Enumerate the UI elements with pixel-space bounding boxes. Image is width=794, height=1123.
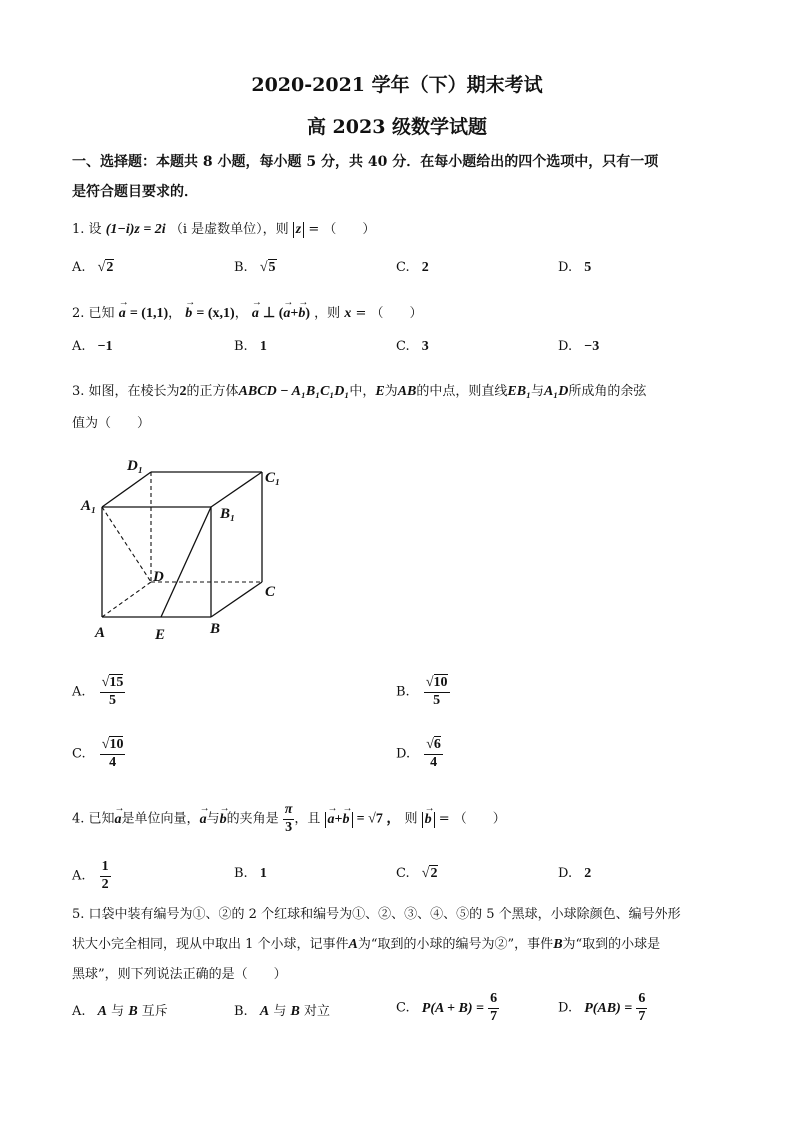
- q3-option-c[interactable]: C. $\frac{√10}{4}$: [72, 737, 124, 770]
- q4-option-b[interactable]: B. 1: [234, 866, 267, 881]
- q4-option-a[interactable]: A. $\frac{1}{2}$: [72, 859, 109, 892]
- question-3-line1: 3. 如图，在棱长为2的正方体ABCD − A₁B₁C₁D₁中，E为AB的中点，则直线EB₁与A₁D所成角的余弦: [72, 384, 647, 399]
- section-heading-line2: 是符合题目要求的．: [72, 184, 198, 200]
- label-b: B: [210, 621, 221, 637]
- label-e: E: [155, 627, 166, 643]
- q1-expression: (1−i)z = 2i: [105, 222, 166, 237]
- exam-subtitle: 高 2023 级数学试题: [306, 116, 488, 138]
- q2-option-c[interactable]: C. 3: [396, 339, 429, 354]
- label-a1: A₁: [81, 498, 97, 514]
- label-b1: B₁: [220, 506, 236, 522]
- edge-ad: [102, 582, 151, 617]
- exam-title: 2020-2021 学年（下）期末考试: [251, 74, 543, 96]
- question-5-line1: 5. 口袋中装有编号为①、②的 2 个红球和编号为①、②、③、④、⑤的 5 个黑球，小球除颜色、编号外形: [72, 907, 681, 922]
- section-heading-line1: 一、选择题：本题共 8 小题，每小题 5 分，共 40 分．在每小题给出的四个选项中，只有一项: [72, 154, 659, 170]
- q3-option-d[interactable]: D. $\frac{√6}{4}$: [396, 737, 441, 770]
- q1-option-d[interactable]: D. 5: [558, 260, 592, 275]
- q1-option-c[interactable]: C. 2: [396, 260, 429, 275]
- q5-option-d[interactable]: D. P(AB) = $\frac{6}{7}$: [558, 991, 646, 1024]
- edge-b1c1: [211, 472, 262, 507]
- q4-option-d[interactable]: D. 2: [558, 866, 592, 881]
- question-1: 1. 设 (1−i)z = 2i （i 是虚数单位），则 z = （ ）: [72, 222, 376, 237]
- q4-angle: $\frac{\pi}{3}$: [284, 802, 293, 835]
- q3-option-b[interactable]: B. $\frac{√10}{5}$: [396, 675, 448, 708]
- question-4: 4. 已知→ a是单位向量，→ a与→ b的夹角是 $\frac{\pi}{3}$ ，且 → a+→ b = √7 ， 则 → b = （ ）: [72, 803, 506, 835]
- q3-option-a[interactable]: A. $\frac{√15}{5}$: [72, 675, 124, 708]
- edge-bc: [211, 582, 262, 617]
- edge-a1d1: [102, 472, 151, 507]
- segment-a1d: [102, 507, 151, 582]
- q1-option-b[interactable]: B. √5: [234, 260, 276, 275]
- q5-option-c[interactable]: C. P(A + B) = $\frac{6}{7}$: [396, 991, 498, 1024]
- label-c: C: [265, 584, 276, 600]
- q5-option-b[interactable]: B. A 与 B 对立: [234, 1004, 330, 1019]
- label-d1: D₁: [127, 458, 144, 474]
- q2-option-a[interactable]: A. −1: [72, 339, 113, 354]
- question-2: 2. 已知 → a = (1,1)， → b = (x,1)， → a ⊥ (→ a+→ b) ，则 x = （ ）: [72, 302, 423, 322]
- label-d: D: [153, 569, 164, 585]
- q2-option-d[interactable]: D. −3: [558, 339, 600, 354]
- cube-figure: [75, 450, 295, 650]
- q4-option-c[interactable]: C. √2: [396, 866, 438, 881]
- question-3-line2: 值为（ ）: [72, 416, 151, 431]
- q1-abs-z: z: [293, 222, 304, 238]
- label-c1: C₁: [265, 470, 281, 486]
- q2-option-b[interactable]: B. 1: [234, 339, 267, 354]
- question-5-line2: 状大小完全相同，现从中取出 1 个小球，记事件A为“取到的小球的编号为②”，事件B为“取到的小球是: [72, 937, 661, 952]
- q2-vector-a: → a: [119, 306, 126, 322]
- segment-eb1: [161, 507, 211, 617]
- label-a: A: [95, 625, 106, 641]
- q2-vector-b: → b: [185, 306, 192, 322]
- question-5-line3: 黑球”，则下列说法正确的是（ ）: [72, 967, 287, 982]
- q1-option-a[interactable]: A. √2: [72, 260, 114, 275]
- q5-option-a[interactable]: A. A 与 B 互斥: [72, 1004, 168, 1019]
